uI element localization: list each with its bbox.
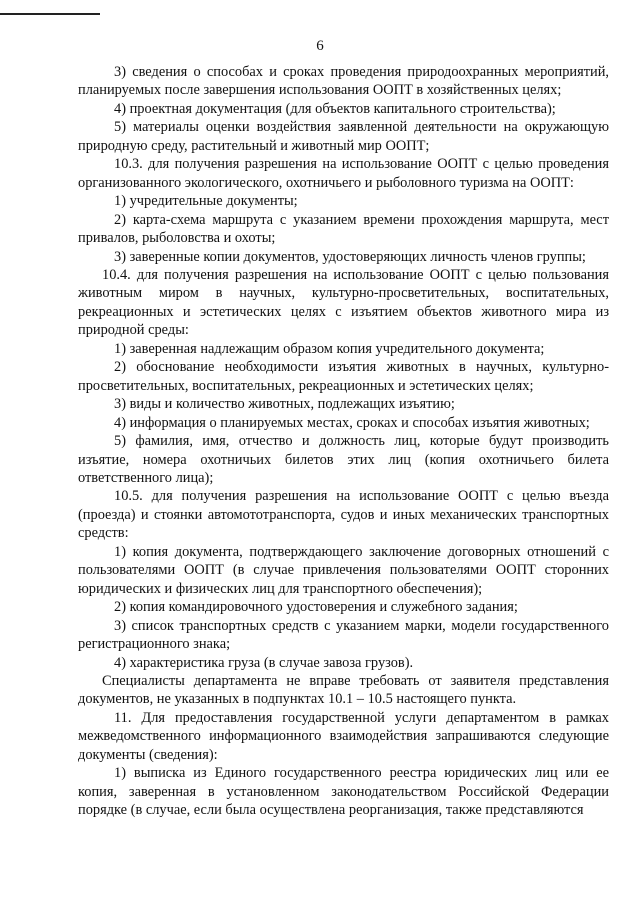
list-item: 1) заверенная надлежащим образом копия учредительного документа; — [114, 340, 545, 357]
clause-10-5: 10.5. для получения разрешения на использование ООПТ с целью въезда (проезда) и стоянки автомототранспорта, судов и иных механических транспортных средств: — [78, 488, 609, 542]
paragraph-3-measures: 3) сведения о способах и сроках проведения природоохранных мероприятий, планируемых после завершения использования ООПТ в хозяйственных целях; — [78, 64, 609, 99]
list-item: 2) копия командировочного удостоверения и служебного задания; — [114, 599, 518, 616]
document-body — [78, 63, 609, 820]
list-item: 2) карта-схема маршрута с указанием времени прохождения маршрута, мест привалов, рыболовства и охоты; — [78, 211, 609, 247]
paragraph-4-project-docs: 4) проектная документация (для объектов капитального строительства); — [114, 100, 556, 117]
clause-10-4: 10.4. для получения разрешения на использование ООПТ с целью пользования животным миром в научных, культурно-просветительных, воспитательных, рекреационных и эстетических целях с изъятием объектов животного мира из природной среды: — [78, 266, 609, 339]
list-item: 1) учредительные документы; — [114, 193, 298, 210]
list-item: 1) копия документа, подтверждающего заключение договорных отношений с пользователями ООПТ (в случае привлечения пользователями ООПТ сторонних юридических и физических лиц для транспортного обеспечения); — [78, 543, 609, 597]
list-item: 4) информация о планируемых местах, сроках и способах изъятия животных; — [114, 414, 590, 431]
list-item: 1) выписка из Единого государственного реестра юридических лиц или ее копия, заверенная в установленном законодательством Российской Федерации порядке (в случае, если была осуществлена реорганизация, также представляются — [78, 765, 609, 819]
specialists-note: Специалисты департамента не вправе требовать от заявителя представления документов, не указанных в подпунктах 10.1 – 10.5 настоящего пункта. — [78, 672, 609, 708]
list-item: 3) виды и количество животных, подлежащих изъятию; — [114, 396, 455, 413]
list-item: 3) заверенные копии документов, удостоверяющих личность членов группы; — [114, 248, 586, 265]
paragraph-5-impact-assessment: 5) материалы оценки воздействия заявленной деятельности на окружающую природную среду, растительный и животный мир ООПТ; — [78, 119, 609, 154]
clause-10-3: 10.3. для получения разрешения на использование ООПТ с целью проведения организованного экологического, охотничьего и рыболовного туризма на ООПТ: — [78, 156, 609, 191]
list-item: 4) характеристика груза (в случае завоза грузов). — [114, 654, 414, 671]
list-item: 3) список транспортных средств с указанием марки, модели государственного регистрационного знака; — [78, 617, 609, 653]
page-number: 6 — [316, 38, 324, 54]
list-item: 2) обоснование необходимости изъятия животных в научных, культурно-просветительных, воспитательных, рекреационных и эстетических целях; — [78, 359, 609, 394]
clause-11: 11. Для предоставления государственной услуги департаментом в рамках межведомственного информационного взаимодействия запрашиваются следующие документы (сведения): — [78, 709, 609, 763]
list-item: 5) фамилия, имя, отчество и должность лиц, которые будут производить изъятие, номера охотничьих билетов этих лиц (копия охотничьего билета ответственного лица); — [78, 433, 609, 486]
top-rule — [0, 13, 100, 15]
